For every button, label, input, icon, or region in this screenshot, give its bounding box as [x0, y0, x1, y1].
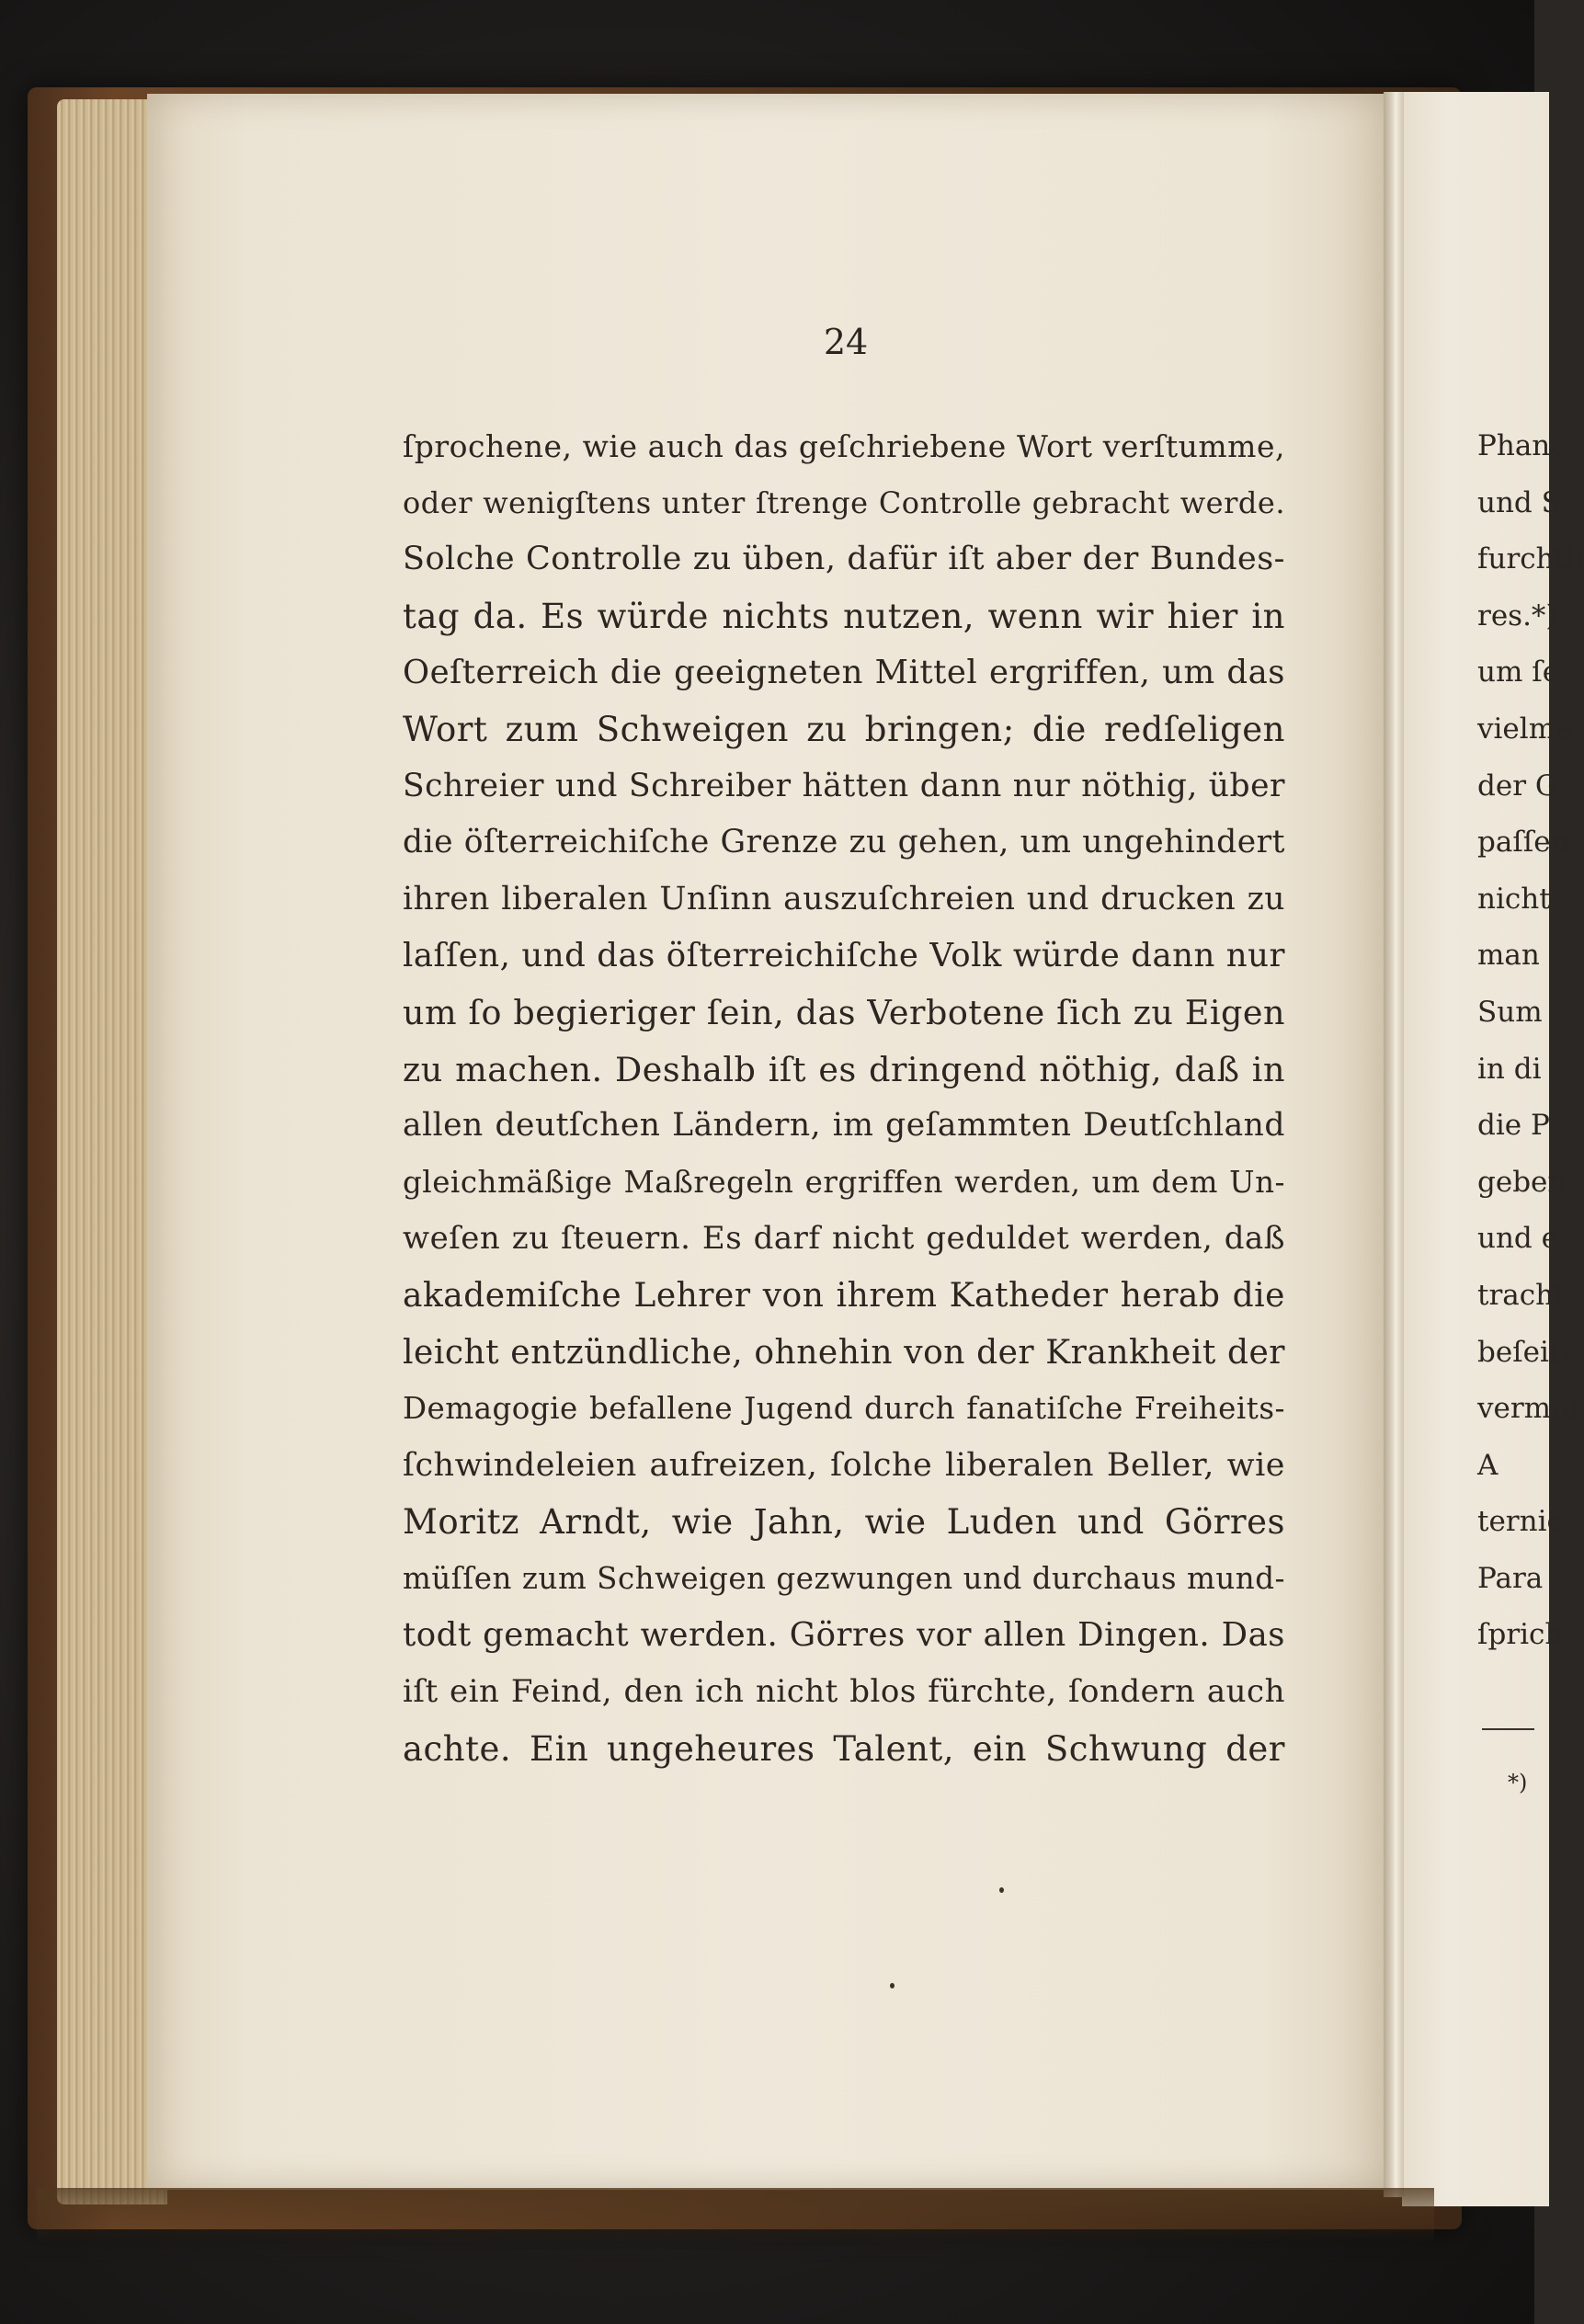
paper-speck: [890, 1983, 895, 1988]
text-line: achte. Ein ungeheures Talent, ein Schwung der: [403, 1728, 1285, 1769]
text-line: tag da. Es würde nichts nutzen, wenn wir hier in: [403, 596, 1285, 636]
right-text-line: beſeiti: [1477, 1335, 1570, 1369]
book-gutter: [1384, 92, 1404, 2197]
text-line: gleichmäßige Maßregeln ergriffen werden, um dem Un-: [403, 1164, 1285, 1200]
text-line: oder wenigſtens unter ſtrenge Controlle gebracht werde.: [403, 484, 1285, 520]
right-text-line: und S: [1477, 485, 1561, 519]
right-text-line: vermiü: [1477, 1392, 1578, 1426]
bottom-edge-shadow: [37, 2188, 1434, 2243]
right-text-line: furchtb: [1477, 542, 1584, 576]
text-line: todt gemacht werden. Görres vor allen Dingen. Das: [403, 1616, 1285, 1655]
right-text-line: res.*): [1477, 598, 1557, 632]
text-line: ſchwindeleien aufreizen, ſolche liberalen Beller, wie: [403, 1446, 1285, 1484]
right-text-line: A: [1477, 1448, 1499, 1482]
text-line: zu machen. Deshalb iſt es dringend nöthig, daß in: [403, 1049, 1285, 1089]
text-line: iſt ein Feind, den ich nicht blos fürchte, ſondern auch: [403, 1673, 1285, 1711]
right-text-line: geben,: [1477, 1165, 1576, 1199]
right-text-line: nicht: [1477, 882, 1551, 916]
text-line: um ſo begieriger ſein, das Verbotene ſich zu Eigen: [403, 992, 1285, 1032]
text-line: ſprochene, wie auch das geſchriebene Wort verſtumme,: [403, 428, 1285, 464]
right-text-line: um ſe: [1477, 655, 1560, 689]
paper-speck: [999, 1887, 1004, 1893]
text-line: Moritz Arndt, wie Jahn, wie Luden und Görres: [403, 1502, 1285, 1543]
text-line: müſſen zum Schweigen gezwungen und durchaus mund-: [403, 1560, 1285, 1596]
text-line: laſſen, und das öſterreichiſche Volk würde dann nur: [403, 937, 1285, 975]
right-text-line: in di: [1477, 1052, 1542, 1086]
right-text-line: vielme: [1477, 712, 1573, 746]
right-text-line: ſprich: [1477, 1618, 1564, 1652]
right-text-line: Sum: [1477, 995, 1543, 1029]
right-text-line: tracht: [1477, 1278, 1566, 1312]
text-line: Wort zum Schweigen zu bringen; die redſeligen: [403, 709, 1285, 749]
text-line: Demagogie befallene Jugend durch fanatiſche Freiheits-: [403, 1391, 1285, 1427]
right-text-line: die P: [1477, 1109, 1550, 1143]
text-line: akademiſche Lehrer von ihrem Katheder herab die: [403, 1276, 1285, 1315]
footnote-mark: *): [1508, 1770, 1528, 1795]
main-text-block: [403, 418, 1285, 1777]
text-line: Schreier und Schreiber hätten dann nur nöthig, über: [403, 767, 1285, 804]
text-line: allen deutſchen Ländern, im geſammten Deutſchland: [403, 1107, 1285, 1145]
footnote-rule: [1482, 1728, 1534, 1730]
text-line: weſen zu ſteuern. Es darf nicht geduldet werden, daß: [403, 1220, 1285, 1258]
text-line: Oeſterreich die geeigneten Mittel ergriffen, um das: [403, 654, 1285, 692]
text-line: ihren liberalen Unſinn auszuſchreien und drucken zu: [403, 880, 1285, 917]
right-text-line: Phant: [1477, 429, 1562, 462]
text-line: Solche Controlle zu üben, dafür iſt aber der Bundes-: [403, 541, 1285, 578]
text-line: die öſterreichiſche Grenze zu gehen, um ungehindert: [403, 824, 1285, 861]
right-page-text-fragments: [1477, 418, 1584, 1664]
page-number: 24: [823, 322, 869, 362]
right-text-line: und e: [1477, 1222, 1558, 1256]
text-line: leicht entzündliche, ohnehin von der Krankheit der: [403, 1333, 1285, 1372]
right-text-line: Para: [1477, 1561, 1544, 1595]
right-text-line: man: [1477, 939, 1540, 973]
right-text-line: paſſen: [1477, 826, 1569, 860]
right-text-line: ternic: [1477, 1505, 1563, 1539]
right-text-line: der G: [1477, 769, 1558, 803]
